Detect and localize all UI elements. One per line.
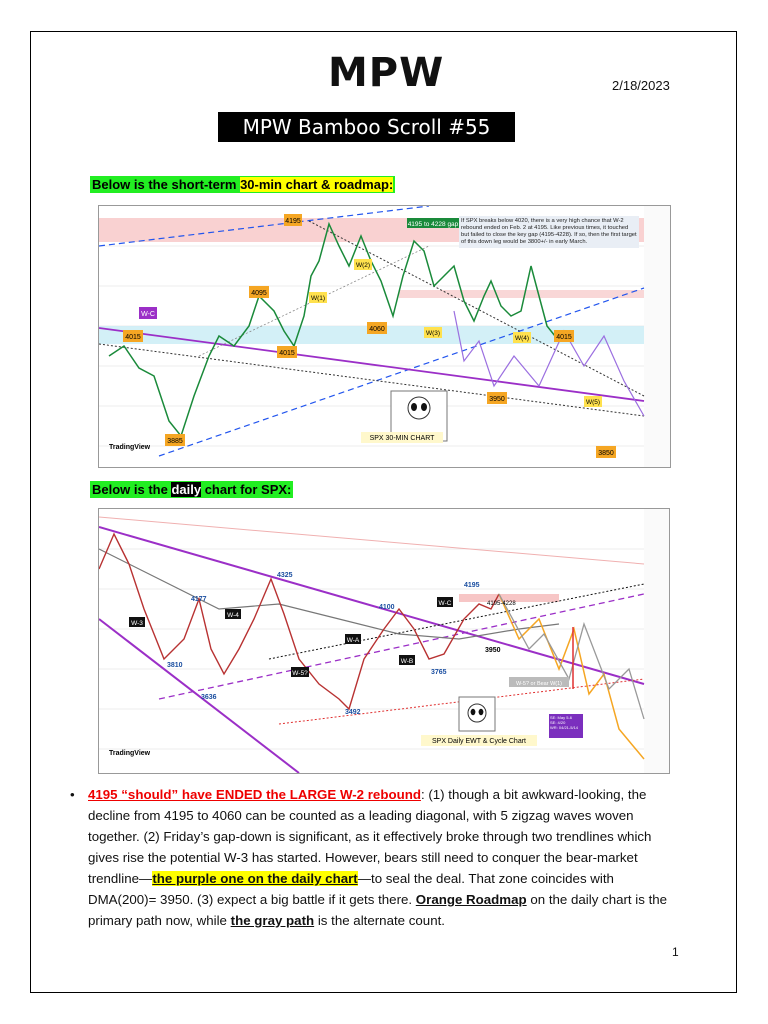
label-3765: 3765 (431, 669, 447, 676)
label-w5: W(5) (585, 399, 601, 406)
chart-30min (98, 205, 671, 468)
section1-heading (90, 176, 395, 193)
panda-eye-right-icon (421, 403, 427, 411)
page-number: 1 (672, 945, 679, 959)
black-dotted-trendline (99, 344, 644, 416)
body-orange-roadmap: Orange Roadmap (415, 892, 527, 907)
label-4060: 4060 (369, 326, 385, 333)
label-4325: 4325 (277, 572, 293, 579)
label-w4: W(4) (514, 335, 530, 342)
logo: MPW (328, 50, 445, 96)
label-3492: 3492 (345, 709, 361, 716)
label-4095: 4095 (251, 290, 267, 297)
label-daily-w5: W-5? (292, 670, 308, 677)
bullet-icon: • (70, 787, 75, 802)
label-daily-wa: W-A (346, 637, 360, 644)
label-daily-wb: W-B (400, 658, 414, 665)
daily-black-dotted (269, 584, 644, 659)
daily-price-path (99, 534, 499, 709)
label-3636: 3636 (201, 694, 217, 701)
label-daily-4195: 4195 (464, 582, 480, 589)
chart-daily (98, 508, 670, 774)
page-title: MPW Bamboo Scroll #55 (2/18) (218, 112, 515, 142)
gap-band-lower (399, 290, 644, 298)
section2-heading-highlight: daily (171, 482, 202, 497)
gray-alternate-path (499, 594, 644, 719)
label-3850: 3850 (598, 450, 614, 457)
body-text-part2: : (1) though a bit awkward-looking, the decline from 4195 to 4060 can be counted as a leading diagonal, with 5 zigzag waves woven together. (2) Friday’s gap-down is significant, as it effectively broke through two trendlines which gives rise the potential W-3 has started. However, bears still need to conquer the bear-market trendline— (88, 787, 652, 886)
label-4100: 4100 (379, 604, 395, 611)
panda-eye-left-icon-daily (471, 709, 476, 715)
label-alt-count: W-5? or Bear W(1) (515, 681, 563, 687)
chart1-brand: TradingView (109, 444, 151, 451)
label-4015b: 4015 (279, 350, 295, 357)
body-paragraph (70, 784, 680, 931)
chart-30min-svg (99, 206, 670, 467)
label-4177: 4177 (191, 596, 207, 603)
daily-pink-line (99, 517, 644, 564)
cycle-box-text: SE: May 5-6 SE: 4/20 WR: 04/21-5/14 (550, 715, 579, 730)
label-daily-gap: 4195-4228 (487, 601, 516, 607)
body-text-part8: is the alternate count. (314, 913, 445, 928)
label-3885: 3885 (167, 438, 183, 445)
section1-heading-part1: Below is the short-term (92, 177, 241, 192)
label-w1: W(1) (310, 295, 326, 302)
label-3950: 3950 (489, 396, 505, 403)
price-axis (644, 206, 670, 467)
panda-eye-left-icon (411, 403, 417, 411)
chart1-note (459, 216, 639, 276)
label-4015a: 4015 (125, 334, 141, 341)
body-gray-path: the gray path (230, 913, 315, 928)
label-wc: W-C (141, 311, 155, 318)
label-daily-wc: W-C (438, 600, 452, 607)
section1-heading-part3: chart & roadmap: (281, 177, 394, 192)
panda-eye-right-icon-daily (479, 709, 484, 715)
label-4015c: 4015 (556, 334, 572, 341)
chart1-caption: SPX 30-MIN CHART (369, 435, 435, 442)
label-w2: W(2) (355, 262, 371, 269)
label-4195: 4195 (285, 218, 301, 225)
section2-heading-part3: chart for SPX: (201, 482, 292, 497)
section1-heading-highlight: 30-min (240, 177, 282, 192)
section2-heading (90, 481, 293, 498)
daily-price-axis (644, 509, 669, 773)
label-daily-w4: W-4 (227, 612, 239, 619)
label-daily-3950: 3950 (485, 647, 501, 654)
gap-label: 4195 to 4228 gap (407, 221, 459, 228)
label-3810: 3810 (167, 662, 183, 669)
chart2-brand: TradingView (109, 750, 151, 757)
chart-daily-svg (99, 509, 669, 773)
body-text-part6: on the daily chart is the primary path now, while (88, 892, 668, 928)
body-text-part4: —to seal the deal. That zone coincides with DMA(200)= 3950. (3) expect a big battle if it gets there. (88, 871, 614, 907)
chart2-caption: SPX Daily EWT & Cycle Chart (431, 738, 527, 745)
label-daily-w3: W-3 (131, 620, 143, 627)
section2-heading-part1: Below is the (92, 482, 172, 497)
chart1-note-text: If SPX breaks below 4020, there is a very high chance that W-2 rebound ended on Feb. 2 at 4195. Like previous times, it touched but failed to close the key gap (4195-4228). If so, then the first target of this down leg would be 3800+/- in early March. (459, 216, 639, 248)
panda-icon-daily (468, 704, 486, 722)
cycle-box (549, 714, 583, 738)
report-date: 2/18/2023 (612, 78, 670, 93)
label-w3: W(3) (425, 330, 441, 337)
body-heading-red: 4195 “should” have ENDED the LARGE W-2 rebound (88, 787, 421, 802)
body-highlight-purple: the purple one on the daily chart (152, 871, 358, 886)
